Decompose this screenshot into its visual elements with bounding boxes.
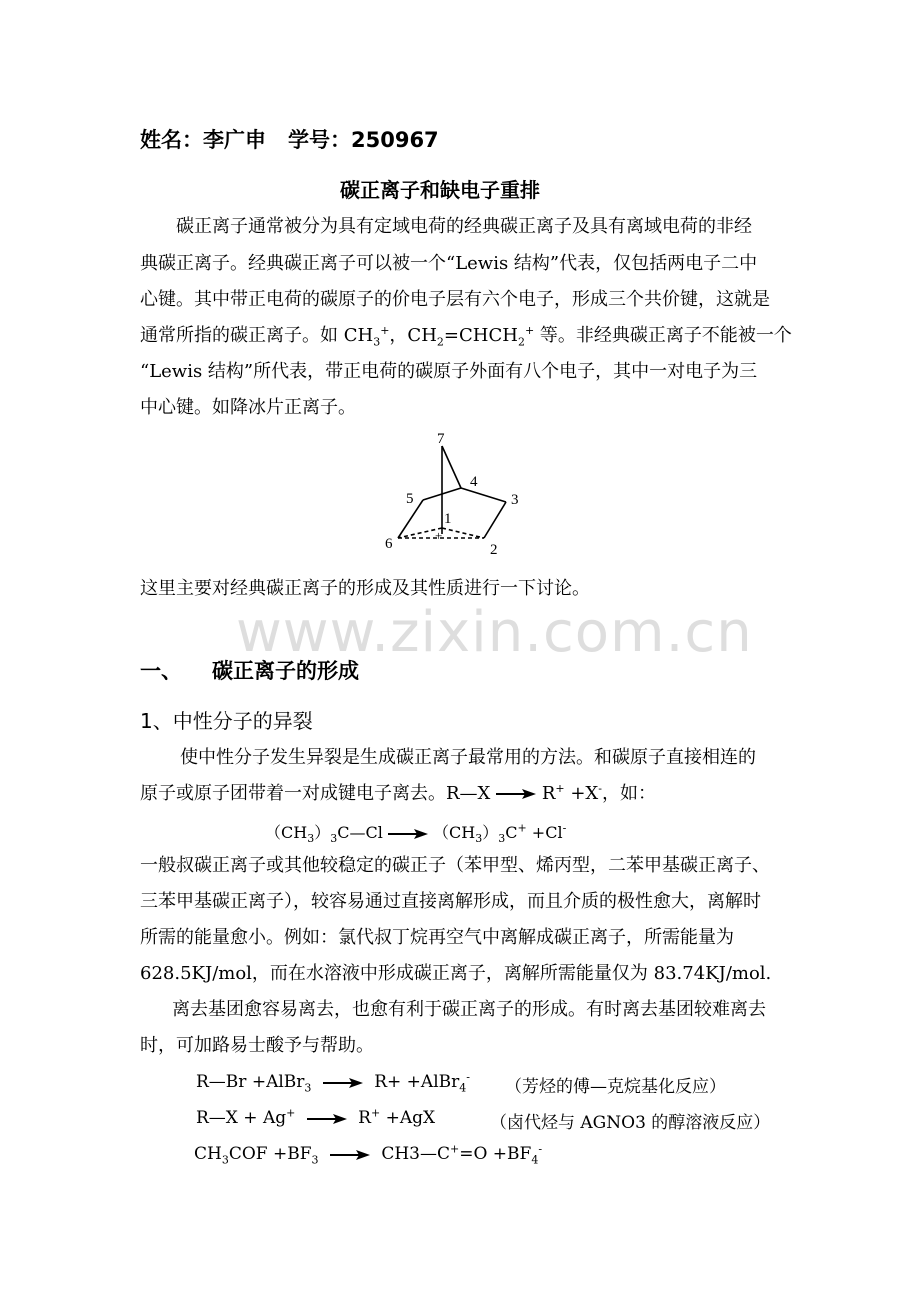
equation-tbutyl-chloride: $(CH_3)_3C—Cl$ $(CH_3)_3C^+ +Cl^-$ [265, 821, 567, 846]
norbornyl-cation-diagram [378, 428, 528, 563]
reaction-arrow [496, 788, 536, 800]
after-diagram-text: 这里主要对经典碳正离子的形成及其性质进行一下讨论。 [140, 578, 590, 599]
student-id-label: 学号：250967 [288, 128, 439, 152]
para2-line-4: 628.5KJ/mol，而在水溶液中形成碳正离子，离解所需能量仅为 83.74KJ/mol. [140, 963, 772, 984]
intro-line-2: 典碳正离子。经典碳正离子可以被一个“Lewis 结构”代表，仅包括两电子二中 [140, 253, 758, 274]
dashed-bond-1-2 [442, 528, 484, 538]
author-line [140, 124, 439, 154]
atom-label-2: 2 [490, 542, 498, 558]
reaction-arrow [330, 1149, 370, 1161]
bond-7-4 [442, 446, 461, 488]
reaction-1-note: （芳烃的傅—克烷基化反应） [505, 1077, 726, 1097]
reaction-arrow [388, 828, 428, 840]
watermark: www.zixin.com.cn [236, 600, 753, 665]
atom-label-5: 5 [406, 491, 414, 507]
atom-label-1: 1 [444, 511, 452, 527]
atom-label-7: 7 [437, 431, 445, 447]
bond-3-2 [484, 502, 506, 538]
charge-label: + [435, 528, 443, 543]
section-1-number: 一、 [140, 659, 182, 683]
intro-line-5: “Lewis 结构”所代表，带正电荷的碳原子外面有八个电子，其中一对电子为三 [140, 361, 758, 382]
para2-line-2: 三苯甲基碳正离子），较容易通过直接离解形成，而且介质的极性愈大，离解时 [140, 891, 761, 912]
reaction-arrow [323, 1077, 363, 1089]
reaction-1: R—Br +AlBr$_3$ R+ +AlBr$_4$- [196, 1070, 470, 1095]
intro-line-1: 碳正离子通常被分为具有定域电荷的经典碳正离子及具有离域电荷的非经 [176, 216, 752, 237]
para2-line-3: 所需的能量愈小。例如：氯代叔丁烷再空气中离解成碳正离子，所需能量为 [140, 927, 734, 948]
name-label: 姓名：李广申 [140, 128, 266, 152]
atom-label-6: 6 [385, 536, 393, 552]
atom-label-3: 3 [511, 492, 519, 508]
intro-line-3: 心键。其中带正电荷的碳原子的价电子层有六个电子，形成三个共价键，这就是 [140, 289, 770, 310]
reaction-2: R—X + Ag+ R+ +AgX [196, 1106, 436, 1128]
atom-label-4: 4 [470, 474, 478, 490]
para1-line-2: 原子或原子团带着一对成键电子离去。R—X R+ +X-，如： [140, 782, 656, 804]
para2-line-1: 一般叔碳正离子或其他较稳定的碳正子（苯甲型、烯丙型，二苯甲基碳正离子、 [140, 855, 770, 876]
reaction-arrow [307, 1113, 347, 1125]
intro-line-6: 中心键。如降冰片正离子。 [140, 397, 356, 418]
para3-line-1: 离去基团愈容易离去，也愈有利于碳正离子的形成。有时离去基团较难离去 [172, 999, 766, 1020]
bond-4-3 [461, 488, 506, 502]
reaction-2-note: （卤代烃与 AGNO3 的醇溶液反应） [490, 1113, 771, 1133]
section-1-title: 碳正离子的形成 [212, 659, 359, 683]
reaction-3: $CH_3COF +BF_3$ CH3—C+=O $+BF_4^-$ [194, 1142, 543, 1167]
section-1-heading [140, 655, 359, 685]
para3-line-2: 时，可加路易士酸予与帮助。 [140, 1035, 374, 1056]
subsection-1-heading: 1、中性分子的异裂 [140, 709, 313, 733]
intro-line-4: 通常所指的碳正离子。如 $CH_3^+$，$CH_2=CHCH_2^+$ 等。非经典碳正离子不能被一个 [140, 324, 792, 349]
page-title: 碳正离子和缺电子重排 [340, 178, 540, 202]
para1-line-1: 使中性分子发生异裂是生成碳正离子最常用的方法。和碳原子直接相连的 [180, 747, 756, 768]
